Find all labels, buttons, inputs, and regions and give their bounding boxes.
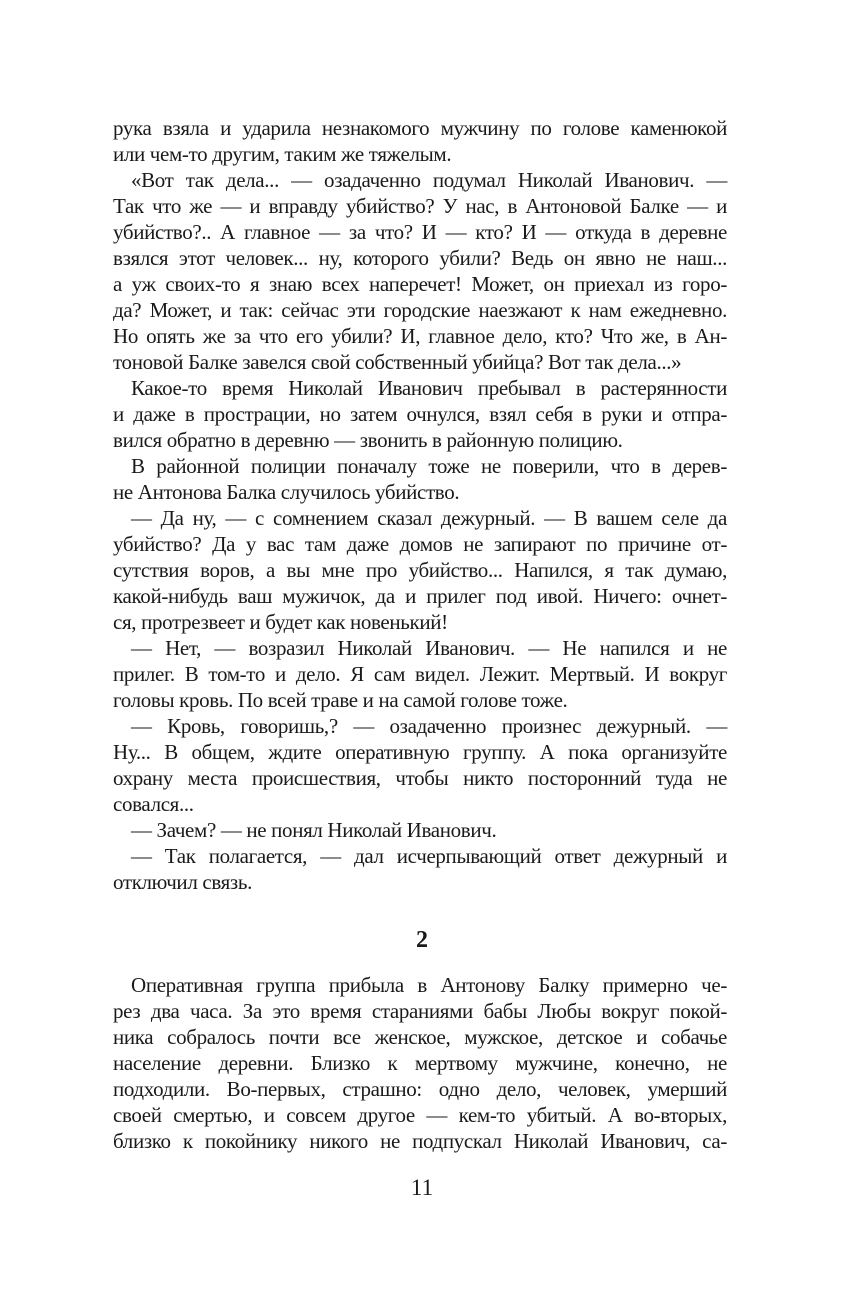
text-line: совался... xyxy=(113,792,194,816)
text-line: — Так полагается, — дал исчерпывающий ответ дежурный и xyxy=(131,844,727,868)
text-line: подходили. Во-первых, страшно: одно дело, человек, умерший xyxy=(113,1077,727,1101)
text-line: — Нет, — возразил Николай Иванович. — Не напился и не xyxy=(131,636,727,660)
text-line: убийство? Да у вас там даже домов не запирают по причине от- xyxy=(113,532,727,556)
text-line: сутствия воров, а вы мне про убийство... Напился, я так думаю, xyxy=(113,558,727,582)
text-line: население деревни. Близко к мертвому мужчине, конечно, не xyxy=(113,1051,727,1075)
text-line: близко к покойнику никого не подпускал Николай Иванович, са- xyxy=(113,1129,727,1153)
text-line: убийство?.. А главное — за что? И — кто? И — откуда в деревне xyxy=(113,220,727,244)
text-line: своей смертью, и совсем другое — кем-то убитый. А во-вторых, xyxy=(113,1103,727,1127)
text-line: тоновой Балке завелся свой собственный убийца? Вот так дела...» xyxy=(113,350,682,374)
text-line: вился обратно в деревню — звонить в районную полицию. xyxy=(113,428,623,452)
chapter-heading: 2 xyxy=(416,927,428,953)
text-line: рука взяла и ударила незнакомого мужчину по голове каменюкой xyxy=(113,116,727,140)
text-section-1 xyxy=(113,115,727,895)
text-line: — Да ну, — с сомнением сказал дежурный. — В вашем селе да xyxy=(131,506,727,530)
paragraph xyxy=(113,115,727,167)
text-section-2 xyxy=(113,972,727,1154)
paragraph xyxy=(113,972,727,1154)
paragraph xyxy=(113,843,727,895)
text-line: — Зачем? — не понял Николай Иванович. xyxy=(131,818,497,842)
paragraph xyxy=(113,635,727,713)
text-line: — Кровь, говоришь,? — озадаченно произнес дежурный. — xyxy=(131,714,727,738)
text-line: какой-нибудь ваш мужичок, да и прилег под ивой. Ничего: очнет- xyxy=(113,584,727,608)
text-line: головы кровь. По всей траве и на самой голове тоже. xyxy=(113,688,568,712)
text-line: взялся этот человек... ну, которого убили? Ведь он явно не наш... xyxy=(113,246,727,270)
page-number: 11 xyxy=(410,1175,434,1200)
text-line: Какое-то время Николай Иванович пребывал в растерянности xyxy=(131,376,727,400)
paragraph xyxy=(113,167,727,375)
text-line: прилег. В том-то и дело. Я сам видел. Лежит. Мертвый. И вокруг xyxy=(113,662,727,686)
text-line: Ну... В общем, ждите оперативную группу. А пока организуйте xyxy=(113,740,727,764)
text-line: ся, протрезвеет и будет как новенький! xyxy=(113,610,448,634)
text-line: В районной полиции поначалу тоже не поверили, что в дерев- xyxy=(131,454,727,478)
text-line: «Вот так дела... — озадаченно подумал Николай Иванович. — xyxy=(131,168,727,192)
text-line: а уж своих-то я знаю всех наперечет! Может, он приехал из горо- xyxy=(113,272,727,296)
paragraph xyxy=(113,505,727,635)
text-line: рез два часа. За это время стараниями бабы Любы вокруг покой- xyxy=(113,999,727,1023)
text-line: или чем-то другим, таким же тяжелым. xyxy=(113,142,452,166)
paragraph xyxy=(113,453,727,505)
paragraph xyxy=(113,375,727,453)
text-line: не Антонова Балка случилось убийство. xyxy=(113,480,460,504)
text-line: Так что же — и вправду убийство? У нас, в Антоновой Балке — и xyxy=(113,194,727,218)
text-line: охрану места происшествия, чтобы никто посторонний туда не xyxy=(113,766,727,790)
text-line: и даже в прострации, но затем очнулся, взял себя в руки и отпра- xyxy=(113,402,727,426)
text-line: да? Может, и так: сейчас эти городские наезжают к нам ежедневно. xyxy=(113,298,727,322)
text-line: ника собралось почти все женское, мужское, детское и собачье xyxy=(113,1025,727,1049)
text-line: Оперативная группа прибыла в Антонову Балку примерно че- xyxy=(131,973,727,997)
text-line: отключил связь. xyxy=(113,870,252,894)
paragraph xyxy=(113,713,727,817)
paragraph xyxy=(113,817,727,843)
text-line: Но опять же за что его убили? И, главное дело, кто? Что же, в Ан- xyxy=(113,324,727,348)
